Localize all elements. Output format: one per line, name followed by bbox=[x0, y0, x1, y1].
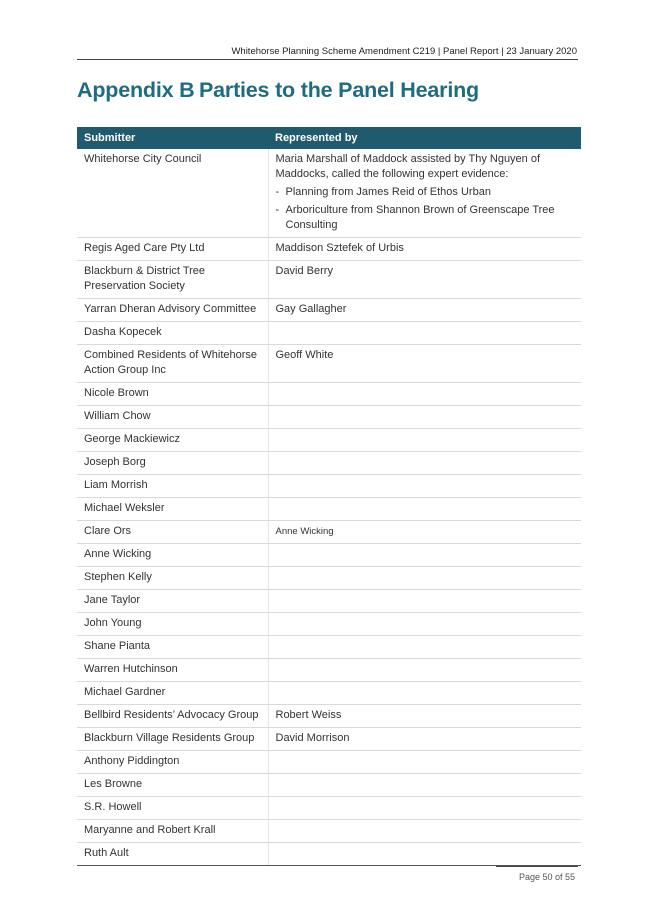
table-row bbox=[77, 521, 581, 544]
submitter-cell: Maryanne and Robert Krall bbox=[77, 820, 268, 843]
table-row bbox=[77, 705, 581, 728]
represented-by-cell: Anne Wicking bbox=[268, 521, 581, 544]
table-row bbox=[77, 774, 581, 797]
represented-by-cell bbox=[268, 322, 581, 345]
represented-by-cell bbox=[268, 682, 581, 705]
table-row bbox=[77, 261, 581, 299]
evidence-text: Planning from James Reid of Ethos Urban bbox=[285, 186, 491, 198]
footer-divider bbox=[496, 866, 578, 867]
represented-by-cell: Gay Gallagher bbox=[268, 299, 581, 322]
represented-by-cell bbox=[268, 429, 581, 452]
represented-by-cell bbox=[268, 590, 581, 613]
submitter-cell: John Young bbox=[77, 613, 268, 636]
submitter-cell: Stephen Kelly bbox=[77, 567, 268, 590]
page-number: Page 50 of 55 bbox=[518, 872, 575, 882]
represented-by-cell bbox=[268, 452, 581, 475]
table-row bbox=[77, 659, 581, 682]
running-header: Whitehorse Planning Scheme Amendment C219 | Panel Report | 23 January 2020 bbox=[231, 46, 577, 57]
submitter-cell: Shane Pianta bbox=[77, 636, 268, 659]
table-row bbox=[77, 429, 581, 452]
submitter-cell: Anne Wicking bbox=[77, 544, 268, 567]
evidence-text: Arboriculture from Shannon Brown of Greenscape Tree Consulting bbox=[285, 204, 555, 231]
represented-by-cell bbox=[268, 636, 581, 659]
submitter-cell: Blackburn & District Tree Preservation Society bbox=[77, 261, 268, 299]
evidence-item bbox=[276, 185, 575, 200]
submitter-cell: Joseph Borg bbox=[77, 452, 268, 475]
dash-bullet: - bbox=[275, 186, 280, 198]
submitter-cell: Combined Residents of Whitehorse Action Group Inc bbox=[77, 345, 268, 383]
table-row bbox=[77, 613, 581, 636]
submitter-cell: Ruth Ault bbox=[77, 843, 268, 866]
table-row bbox=[77, 406, 581, 429]
submitter-cell: Les Browne bbox=[77, 774, 268, 797]
table-row bbox=[77, 682, 581, 705]
table-row bbox=[77, 636, 581, 659]
submitter-cell: William Chow bbox=[77, 406, 268, 429]
table-row bbox=[77, 498, 581, 521]
represented-by-cell bbox=[268, 774, 581, 797]
appendix-title: Parties to the Panel Hearing bbox=[199, 78, 479, 102]
submitter-cell: Bellbird Residents’ Advocacy Group bbox=[77, 705, 268, 728]
table-row bbox=[77, 322, 581, 345]
header-divider bbox=[77, 59, 578, 60]
table-row bbox=[77, 299, 581, 322]
table-row bbox=[77, 452, 581, 475]
table-row bbox=[77, 238, 581, 261]
table-row bbox=[77, 797, 581, 820]
column-header-represented-by: Represented by bbox=[268, 127, 581, 149]
appendix-number: Appendix B bbox=[77, 78, 195, 102]
represented-by-cell bbox=[268, 149, 581, 238]
dash-bullet: - bbox=[275, 204, 280, 216]
represented-by-cell: David Morrison bbox=[268, 728, 581, 751]
represented-by-cell: Geoff White bbox=[268, 345, 581, 383]
submitter-cell: Whitehorse City Council bbox=[77, 149, 268, 238]
submitter-cell: Blackburn Village Residents Group bbox=[77, 728, 268, 751]
submitter-cell: Michael Gardner bbox=[77, 682, 268, 705]
submitter-cell: Dasha Kopecek bbox=[77, 322, 268, 345]
table-row bbox=[77, 843, 581, 866]
table-row bbox=[77, 820, 581, 843]
submitter-cell: Jane Taylor bbox=[77, 590, 268, 613]
table-row bbox=[77, 383, 581, 406]
table-row bbox=[77, 345, 581, 383]
represented-by-cell bbox=[268, 843, 581, 866]
table-row bbox=[77, 728, 581, 751]
submitter-cell: Liam Morrish bbox=[77, 475, 268, 498]
represented-by-cell: David Berry bbox=[268, 261, 581, 299]
represented-by-cell bbox=[268, 383, 581, 406]
table-row bbox=[77, 544, 581, 567]
page-title bbox=[77, 78, 479, 103]
represented-by-cell: Maddison Sztefek of Urbis bbox=[268, 238, 581, 261]
parties-table bbox=[77, 127, 581, 866]
evidence-item bbox=[276, 203, 575, 233]
submitter-cell: S.R. Howell bbox=[77, 797, 268, 820]
submitter-cell: Warren Hutchinson bbox=[77, 659, 268, 682]
table-row bbox=[77, 567, 581, 590]
represented-by-cell bbox=[268, 567, 581, 590]
table-row bbox=[77, 149, 581, 238]
represented-by-cell bbox=[268, 751, 581, 774]
table-header-row bbox=[77, 127, 581, 149]
represented-by-cell bbox=[268, 820, 581, 843]
represented-by-cell bbox=[268, 797, 581, 820]
represented-by-cell bbox=[268, 659, 581, 682]
represented-by-cell: Robert Weiss bbox=[268, 705, 581, 728]
submitter-cell: George Mackiewicz bbox=[77, 429, 268, 452]
represented-by-cell bbox=[268, 406, 581, 429]
submitter-cell: Anthony Piddington bbox=[77, 751, 268, 774]
represented-by-cell bbox=[268, 544, 581, 567]
table-row bbox=[77, 751, 581, 774]
column-header-submitter: Submitter bbox=[77, 127, 268, 149]
represented-intro: Maria Marshall of Maddock assisted by Thy Nguyen of Maddocks, called the following expert evidence: bbox=[275, 153, 541, 180]
submitter-cell: Regis Aged Care Pty Ltd bbox=[77, 238, 268, 261]
represented-by-cell bbox=[268, 475, 581, 498]
represented-by-cell bbox=[268, 613, 581, 636]
represented-by-cell bbox=[268, 498, 581, 521]
submitter-cell: Yarran Dheran Advisory Committee bbox=[77, 299, 268, 322]
table-row bbox=[77, 475, 581, 498]
submitter-cell: Nicole Brown bbox=[77, 383, 268, 406]
submitter-cell: Clare Ors bbox=[77, 521, 268, 544]
table-row bbox=[77, 590, 581, 613]
submitter-cell: Michael Weksler bbox=[77, 498, 268, 521]
